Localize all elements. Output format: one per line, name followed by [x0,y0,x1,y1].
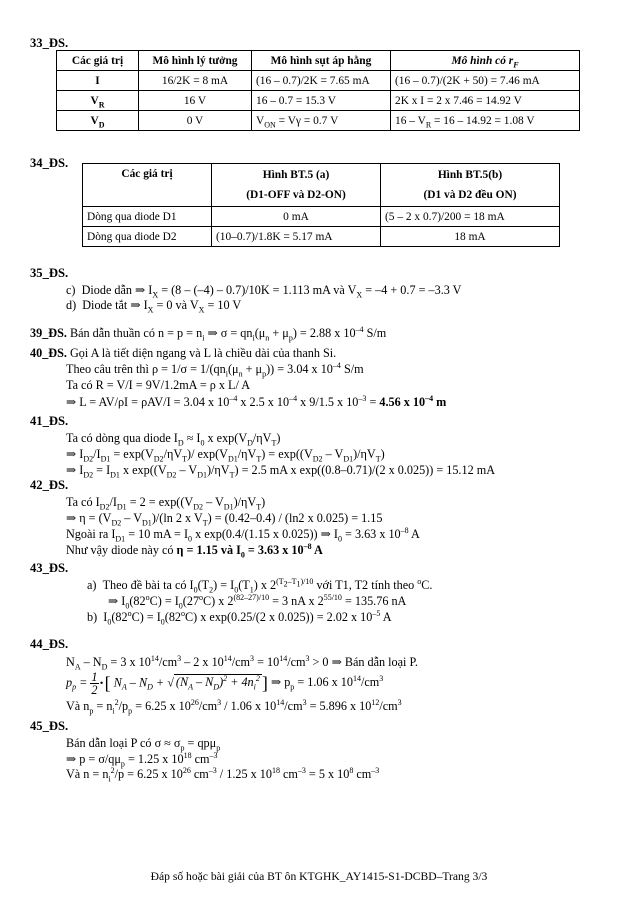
text: = I [93,463,111,477]
exponent: 3 [305,653,310,663]
cell-rf-main: 16 – V [395,114,426,127]
cell-ideal: 16/2K = 8 mA [139,71,252,91]
fraction [90,671,98,696]
text: Diode tắt [82,298,128,312]
exponent: –5 [372,608,381,618]
exponent: 3 [217,697,222,707]
exponent: 14 [352,674,361,684]
cell-rf-sub: R [425,119,432,129]
fraction-numerator: 1 [91,670,98,684]
text: x exp((V [119,463,167,477]
text: = qpμ [184,736,217,750]
table-row [57,91,580,111]
text: I [330,527,338,541]
text: ) [219,675,224,690]
section-42-line-2: ⇒ $\eta = (V_{D2} - V_{D1})/(\ln$ 2 x $V_T) = (0.42-0.4) / (\ln 2$ x 0.025) = 1.15 [66,511,383,528]
table-row [57,71,580,91]
text: = [76,675,91,690]
text: )/ exp(V [187,447,228,461]
exponent: –3 [358,393,367,403]
text: /I [109,495,117,509]
text: (T [197,578,210,592]
text: (82 [111,610,128,624]
table-row [83,207,560,227]
text: = 1.25 x 10 [124,752,184,766]
cell-rf: (16 – 0.7)/(2K + 50) = 7.46 mA [391,71,580,91]
text: S/m [340,362,364,376]
text: = n [93,699,113,713]
text: Và n [66,699,90,713]
exponent: –4 [355,324,364,334]
unit: m [433,395,447,409]
exponent: –3 [209,750,218,760]
section-45-heading: 45_ĐS. [30,719,69,733]
section-45-line-3: Và $n = n_i^2/p = 6.25$ x $10^{26}$ $cm^{-3} / 1.25$ x $10^{18}$ $cm^{-3} = 5$ x $10^8$ $cm^{-3}$ [66,765,380,784]
text: Diode dẫn [81,283,132,297]
text: (T [276,576,284,586]
section-44-line-3: Và $n_p = n_i^2/p_p = 6.25$ x $10^{26}/cm^3 / 1.06$ x $10^{14}/cm^3 = 5.896$ x $10^{12}/cm^3$ [66,697,402,716]
text: > 0 [309,655,332,669]
exponent: –8 [303,541,312,551]
unit: S/m [363,326,387,340]
text: p = σ/qμ [76,752,121,766]
text: A [380,610,392,624]
text: x 2.5 x 10 [237,395,290,409]
section-43-line-a: a) Theo đề bài ta có $I_0(T_2) = I_0(T_1)$ x $2^{(T_2-T_1)/10}$ với T1, T2 tính theo $^o$C. [87,576,433,595]
text: + 4n [227,675,254,690]
text: ≈ I [183,431,201,445]
cell-ideal: 0 V [139,111,252,131]
text: – N [192,675,214,690]
text: (82 [129,594,146,608]
section-44-heading: 44_ĐS. [30,637,69,651]
table-header-row [57,51,580,71]
text: / 1.25 x 10 [216,767,272,781]
cell-ideal: 16 V [139,91,252,111]
text: )/10 [300,576,314,586]
exponent: 12 [371,697,380,707]
section-41-line-3: ⇒ $I_{D2} = I_{D1}$ x $\exp((V_{D2} - V_{D1})/\eta V_T) = 2.5$ mA x exp((0.8–0.71)/(2 x 0.025)) = 15.12 mA [66,463,495,480]
text: –T [287,576,297,586]
text: – N [126,675,148,690]
exponent: –4 [289,393,298,403]
text: A [311,543,323,557]
section-42-line-4 [66,543,323,558]
text: C) x 2 [203,594,234,608]
text: / 1.06 x 10 [221,699,277,713]
row-label-main: V [90,94,99,107]
text: cm [191,752,210,766]
text: + μ [269,326,289,340]
section-42-line-1: Ta có $I_{D2}/I_{D1} = 2 = \exp((V_{D2} - V_{D1})/\eta V_T)$ [66,495,266,512]
text: C) = I [149,594,179,608]
col-header-fig-a [212,164,381,207]
equation-cont: = –4 + 0.7 = –3.3 V [362,283,462,297]
exponent: 14 [276,697,285,707]
text: = 10 mA = I [125,527,189,541]
row-label: Dòng qua diode D2 [83,227,212,247]
cell-b: (5 – 2 x 0.7)/200 = 18 mA [381,207,560,227]
exponent: (82–27)/10 [233,592,270,602]
text: – V [176,463,198,477]
text: – N [80,655,102,669]
section-43-line-a2: ⇒ $I_0(82^oC) = I_0(27^oC)$ x $2^{(82-27)/10} = 3$ nA x $2^{55/10} = 135.76$ nA [108,592,407,611]
text: η = (V [76,511,112,525]
col-header-fig-b-line2: (D1 và D2 đều ON) [423,189,517,201]
text: /ηV [237,447,257,461]
col-header-rf-sub: F [513,59,519,69]
section-35-heading: 35_ĐS. [30,266,69,280]
equation: = (8 – (–4) – 0.7)/10K = 1.113 mA và V [161,283,357,297]
text: /cm [284,699,303,713]
text: /cm [231,655,251,669]
exponent: 3 [379,674,384,684]
text: = 3.63 x 10 [244,543,304,557]
exponent: 18 [271,765,280,775]
row-label [57,111,139,131]
exponent: –4 [229,393,238,403]
section-42-line-3: Ngoài ra $I_{D1} = 10$ mA = $I_0$ x exp(0.4/(1.15 x 0.025)) ⇒ $I_0 = 3.63$ x $10^{-8}$ A [66,525,420,544]
text: A [408,527,420,541]
page-footer: Đáp số hoặc bài giải của BT ôn KTGHK_AY1415-S1-DCBD–Trang 3/3 [150,870,488,883]
text: – 2 x 10 [181,655,224,669]
exponent: –4 [425,393,434,403]
text: cm [353,767,372,781]
equation-cont: = 10 V [204,298,242,312]
section-44-formula: $p_p$ = $\frac{1}{2}$ ⋅[ $N_A - N_D$ + √ $(N_A - N_D)^2 + 4n_i^2$ ] ⇒ $p_p = 1.06$ x $10^{14}/cm^3$ [66,670,384,697]
section-43-line-b: b) $I_0(82^oC) = I_0(82^oC)$ x exp(0.25/(2 x 0.025)) = 2.02 x $10^{-5}$ A [87,608,392,627]
table-row [83,227,560,247]
text: = qn [227,326,253,340]
exponent: 8 [349,765,354,775]
text: (82 [164,610,182,624]
exponent: (T2–T1)/10 [276,576,314,589]
text: I [121,594,126,608]
result-value: 4.56 x 10 [379,395,426,409]
text: Như vậy diode này có [66,543,177,557]
text: ) = I [213,578,235,592]
text: (T [238,578,250,592]
exponent: 14 [150,653,159,663]
text: ) = 2.88 x 10 [292,326,356,340]
text: Ngoài ra I [66,527,116,541]
text: /cm [158,655,178,669]
col-header-values: Các giá trị [83,164,212,207]
fraction-denominator: 2 [91,683,98,697]
text: = 135.76 nA [341,594,407,608]
row-label-sub: R [98,99,105,109]
section-45-line-1: Bán dẫn loại P có $\sigma \approx \sigma_p = qp\mu_p$ [66,736,221,753]
exponent: –4 [332,360,341,370]
section-35-line-c: c) Diode dẫn ⇒ $I_X = (8 - (-4) - 0.7)/10K = 1.113$ mA và $V_X = -4 + 0.7 = -3.3$ V [66,283,462,300]
text: x exp(V [204,431,248,445]
text: I [76,463,84,477]
exponent: 3 [397,697,402,707]
text: /I [93,447,101,461]
cell-b: 18 mA [381,227,560,247]
col-header-rf-text: Mô hình có r [451,54,514,67]
section-40-heading: 40_ĐS. [30,346,67,360]
square-root: $(N_A - N_D)^2 + 4n_i^2$ [175,674,260,692]
section-40-line-2: Theo câu trên thì $\rho = 1/\sigma = 1/(qn_i(\mu_n + \mu_p)) = 3.04$ x $10^{-4}$ S/m [66,360,364,379]
item-label: d) [66,298,77,312]
exponent: –3 [208,765,217,775]
exponent: 55/10 [323,592,342,602]
section-39-heading: 39_ĐS. [30,326,67,340]
section-44-line-1: $N_A - N_D = 3$ x $10^{14}/cm^3 - 2$ x $10^{14}/cm^3 = 10^{14}/cm^3 > 0$ ⇒ Bán dẫn loại P. [66,653,418,672]
text: = 10 [254,655,280,669]
row-label-sub: D [98,119,105,129]
text: Và n = n [66,767,109,781]
section-41-line-1: Ta có dòng qua diode $I_D \approx I_0$ x $\exp(V_D/\eta V_T)$ [66,431,281,448]
text: /cm [287,655,306,669]
col-header-fig-a-line1: Hình BT.5 (a) [262,169,330,181]
sub: p [72,682,77,692]
item-label: b) [87,610,98,624]
row-label: Dòng qua diode D1 [83,207,212,227]
col-header-fig-b [381,164,560,207]
cell-drop-main: V [256,114,265,127]
text: /cm [379,699,398,713]
text: Ta có I [66,495,100,509]
row-label [57,91,139,111]
row-label-main: V [90,114,99,127]
text: )/ηV [353,447,376,461]
text: = 3.63 x 10 [341,527,401,541]
text: Bán dẫn thuần có n = p = n [66,326,203,340]
text: ) = 2.5 mA x exp((0.8–0.71)/(2 x 0.025)) = 15.12 mA [234,463,495,477]
text: + μ [242,362,263,376]
exponent: 3 [177,653,182,663]
cell-drop: 16 – 0.7 = 15.3 V [252,91,391,111]
section-40-line-3: Ta có R = V/I = 9V/1.2mA = ρ x L/ A [66,378,251,392]
text: = 6.25 x 10 [132,699,191,713]
section-35-line-d: d) Diode tắt ⇒ $I_X = 0$ và $V_X = 10$ V [66,298,242,315]
cell-drop [252,111,391,131]
text: C) x exp(0.25/(2 x 0.025)) = 2.02 x 10 [185,610,373,624]
exponent: 3 [302,697,307,707]
cell-a: 0 mA [212,207,381,227]
col-header-ideal: Mô hình lý tưởng [139,51,252,71]
cell-a: (10–0.7)/1.8K = 5.17 mA [212,227,381,247]
text: = exp(V [110,447,154,461]
text: ) x 2 [253,578,277,592]
text: /ηV [252,431,272,445]
cell-drop: (16 – 0.7)/2K = 7.65 mA [252,71,391,91]
text: = 5 x 10 [305,767,350,781]
text: η = 1.15 và I [176,543,241,557]
text: = 3 x 10 [107,655,151,669]
text: p [281,675,291,690]
col-header-fig-a-line2: (D1-OFF và D2-ON) [246,189,346,201]
text: N [66,655,75,669]
text: = 3 nA x 2 [269,594,324,608]
exponent: –3 [297,765,306,775]
text: I [103,610,108,624]
table-row [57,111,580,131]
item-label: c) [66,283,76,297]
text: – V [322,447,344,461]
section-41-line-2: ⇒ $I_{D2}/I_{D1} = \exp(V_{D2}/\eta V_T)/$ $\exp(V_{D1}/\eta V_T) = \exp((V_{D2} - V_{D1})/\eta V_T)$ [66,447,385,464]
text: = 5.896 x 10 [306,699,372,713]
text: = 2 = exp((V [126,495,194,509]
text: = 1.06 x 10 [294,675,353,690]
section-33-heading: 33_ĐS. [30,36,69,50]
exponent: –3 [371,765,380,775]
text: Bán dẫn loại P có σ ≈ σ [66,736,181,750]
result: η = 1.15 và $I_0 = 3.63$ x $10^{-8}$ A [176,541,323,560]
cell-rf: 2K x I = 2 x 7.46 = 14.92 V [391,91,580,111]
exponent: 26 [182,765,191,775]
text: L = AV/ρI = ρAV/I = 3.04 x 10 [76,395,230,409]
exponent: 26 [190,697,199,707]
text: (27 [182,594,200,608]
section-34-heading: 34_ĐS. [30,156,69,170]
col-header-const-drop: Mô hình sụt áp hằng [252,51,391,71]
col-header-fig-b-line1: Hình BT.5(b) [437,169,503,181]
section-41-heading: 41_ĐS. [30,414,69,428]
exponent: 3 [250,653,255,663]
item-label: a) [87,578,97,592]
equation: = 0 và V [153,298,199,312]
cell-drop-rest: = Vγ = 0.7 V [275,114,339,127]
text: /cm [360,675,380,690]
text: )/(ln 2 x V [151,511,203,525]
text: cm [279,767,298,781]
text: /cm [198,699,218,713]
text: + [152,675,168,690]
text: Ta có dòng qua diode I [66,431,178,445]
col-header-rf [391,51,580,71]
text: ) = exp((V [261,447,313,461]
text: I [79,447,84,461]
section-45-line-2: ⇒ $p = \sigma/q\mu_p = 1.25$ x $10^{18}$ $cm^{-3}$ [66,750,218,769]
text: C. [421,578,433,592]
text: Theo câu trên thì ρ = 1/σ = 1/(qn [66,362,226,376]
row-label: I [57,71,139,91]
text: cm [190,767,209,781]
text: N [113,675,122,690]
col-header-values: Các giá trị [57,51,139,71]
exponent: 18 [183,750,192,760]
text: /p [118,699,129,713]
section-40-line-4: ⇒ L = AV/ρI = ρAV/I = 3.04 x $10^{-4}$ x 2.5 x $10^{-4}$ x 9/1.5 x $10^{-3} = 4.56$ x $10^{-4}$ m [66,393,447,409]
result [379,395,446,409]
text: Gọi A là tiết diện ngang và L là chiều dài của thanh Si. [66,346,337,360]
table-33 [56,50,580,131]
text: = [366,395,380,409]
cell-drop-sub: ON [264,119,276,129]
text: C) = I [131,610,161,624]
text: (N [175,675,189,690]
text: Bán dẫn loại P. [341,655,418,669]
section-39: 39_ĐS. Bán dẫn thuần có $n = p = n_i$ ⇒ $\sigma = qn_i(\mu_n + \mu_p) = 2.88$ x $10^{-4}$ S/m [30,324,387,343]
text: x 9/1.5 x 10 [297,395,359,409]
text: /ηV [163,447,183,461]
text: với T1, T2 tính theo [313,578,418,592]
text: – V [203,495,224,509]
exponent: 14 [279,653,288,663]
section-40-line-1 [30,346,336,361]
text: x exp(0.4/(1.15 x 0.025)) [192,527,318,541]
text: Theo đề bài ta có I [102,578,194,592]
exponent: –8 [400,525,409,535]
cell-rf-rest: = 16 – 14.92 = 1.08 V [431,114,535,127]
text: /p = 6.25 x 10 [114,767,183,781]
exponent: 14 [223,653,232,663]
section-43-heading: 43_ĐS. [30,561,69,575]
text: p [66,675,73,690]
table-34 [82,163,560,247]
cell-rf [391,111,580,131]
text: )) = 3.04 x 10 [266,362,333,376]
table-header-row [83,164,560,207]
text: ) = (0.42–0.4) / (ln2 x 0.025) = 1.15 [207,511,383,525]
text: )/ηV [233,495,257,509]
section-42-heading: 42_ĐS. [30,478,69,492]
text: )/ηV [206,463,230,477]
text: – V [121,511,143,525]
